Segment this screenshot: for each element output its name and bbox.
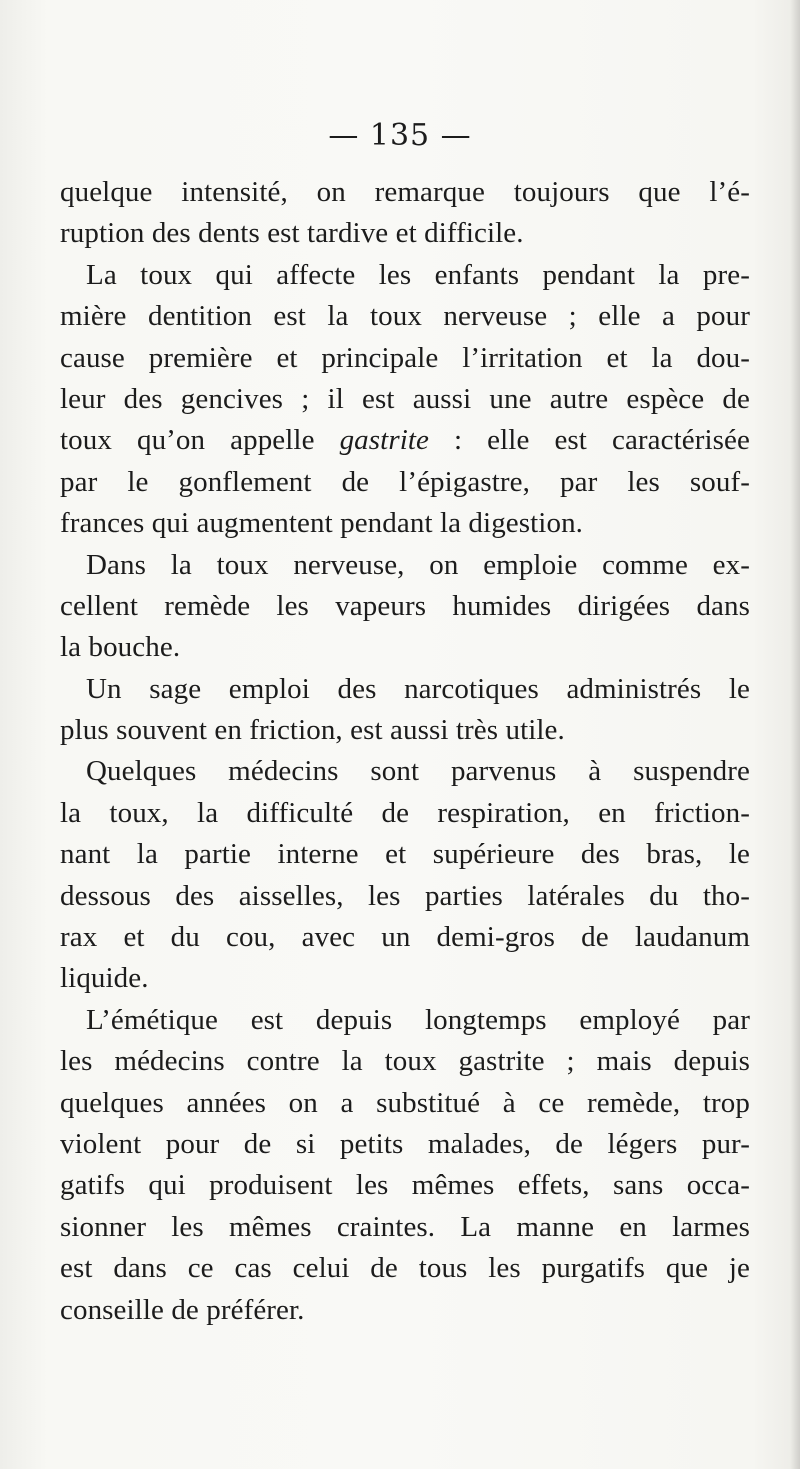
text-line: les médecins contre la toux gastrite ; mais depuis — [60, 1045, 750, 1078]
text-line: Quelques médecins sont parvenus à suspendre — [86, 755, 750, 788]
paragraph — [60, 255, 750, 545]
text-line: L’émétique est depuis longtemps employé par — [86, 1003, 750, 1036]
text-line: ruption des dents est tardive et difficile. — [60, 217, 524, 250]
text-line: gatifs qui produisent les mêmes effets, sans occa- — [60, 1169, 750, 1202]
text-line: est dans ce cas celui de tous les purgatifs que je — [60, 1252, 750, 1285]
text-line: Dans la toux nerveuse, on emploie comme ex- — [86, 548, 750, 581]
text-line: par le gonflement de l’épigastre, par les souf- — [60, 465, 750, 498]
text-line: quelque intensité, on remarque toujours que l’é- — [60, 176, 750, 208]
text-line: violent pour de si petits malades, de légers pur- — [60, 1127, 750, 1160]
text-line: rax et du cou, avec un demi-gros de laudanum — [60, 921, 750, 954]
text-line: dessous des aisselles, les parties latérales du tho- — [60, 879, 750, 912]
text-line: leur des gencives ; il est aussi une autre espèce de — [60, 382, 750, 415]
text-line: frances qui augmentent pendant la digestion. — [60, 507, 584, 540]
text-line: toux qu’on appelle gastrite : elle est caractérisée — [60, 424, 750, 457]
text-line: plus souvent en friction, est aussi très utile. — [60, 714, 565, 747]
text-line: nant la partie interne et supérieure des bras, le — [60, 838, 750, 871]
text-line: conseille de préférer. — [60, 1293, 305, 1326]
paragraph — [60, 751, 750, 999]
text-line: La toux qui affecte les enfants pendant la pre- — [86, 258, 750, 291]
body-text — [60, 172, 750, 1331]
text-line: sionner les mêmes craintes. La manne en larmes — [60, 1210, 750, 1243]
text-line: la bouche. — [60, 631, 181, 664]
paragraph — [60, 172, 750, 255]
text-line: Un sage emploi des narcotiques administrés le — [86, 672, 750, 705]
page-edge-shadow — [790, 0, 800, 1469]
text-line: quelques années on a substitué à ce remède, trop — [60, 1086, 750, 1119]
text-line: cause première et principale l’irritation et la dou- — [60, 341, 750, 374]
text-line: cellent remède les vapeurs humides dirigées dans — [60, 589, 750, 622]
text-line: liquide. — [60, 962, 149, 995]
text-line: mière dentition est la toux nerveuse ; elle a pour — [60, 300, 750, 333]
text-line: la toux, la difficulté de respiration, en friction- — [60, 796, 750, 829]
page-number: — 135 — — [328, 118, 472, 153]
paragraph — [60, 1000, 750, 1331]
emphasis-text: gastrite — [339, 424, 429, 457]
paragraph — [60, 669, 750, 752]
paragraph — [60, 545, 750, 669]
